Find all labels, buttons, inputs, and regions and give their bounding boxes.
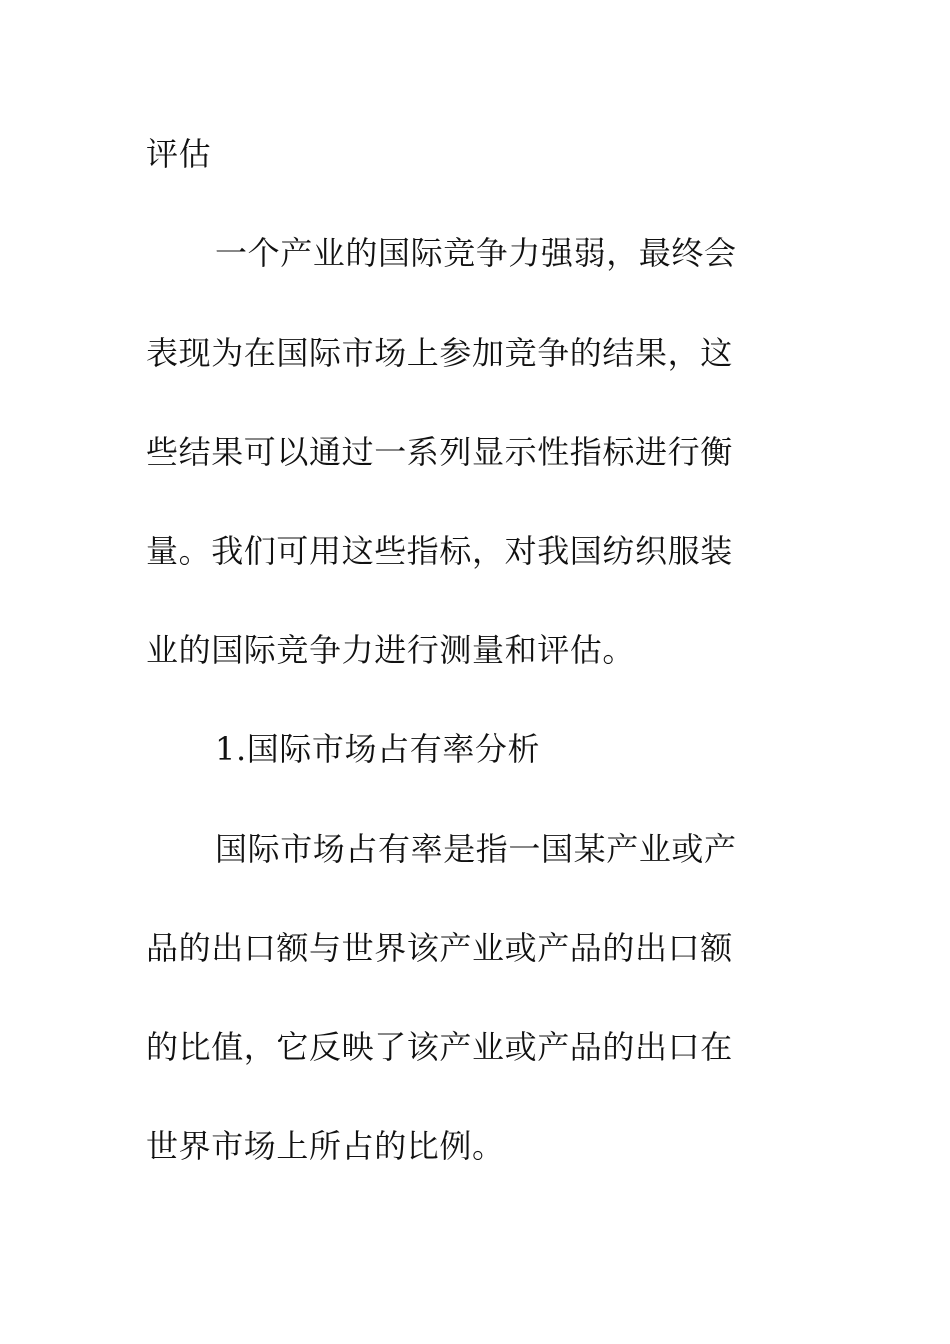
text-line-heading-end: 评估 bbox=[146, 135, 212, 173]
paragraph-1-line-2: 表现为在国际市场上参加竞争的结果，这 bbox=[146, 334, 733, 372]
paragraph-1-line-4: 量。我们可用这些指标，对我国纺织服装 bbox=[146, 532, 733, 570]
paragraph-1-line-1: 一个产业的国际竞争力强弱，最终会 bbox=[215, 234, 737, 272]
section-heading: 1.国际市场占有率分析 bbox=[215, 730, 541, 768]
paragraph-1-line-5: 业的国际竞争力进行测量和评估。 bbox=[146, 631, 636, 669]
paragraph-2-line-1: 国际市场占有率是指一国某产业或产 bbox=[215, 830, 737, 868]
paragraph-2-line-4: 世界市场上所占的比例。 bbox=[146, 1127, 505, 1165]
paragraph-2-line-3: 的比值，它反映了该产业或产品的出口在 bbox=[146, 1028, 733, 1066]
paragraph-2-line-2: 品的出口额与世界该产业或产品的出口额 bbox=[146, 929, 733, 967]
paragraph-1-line-3: 些结果可以通过一系列显示性指标进行衡 bbox=[146, 433, 733, 471]
